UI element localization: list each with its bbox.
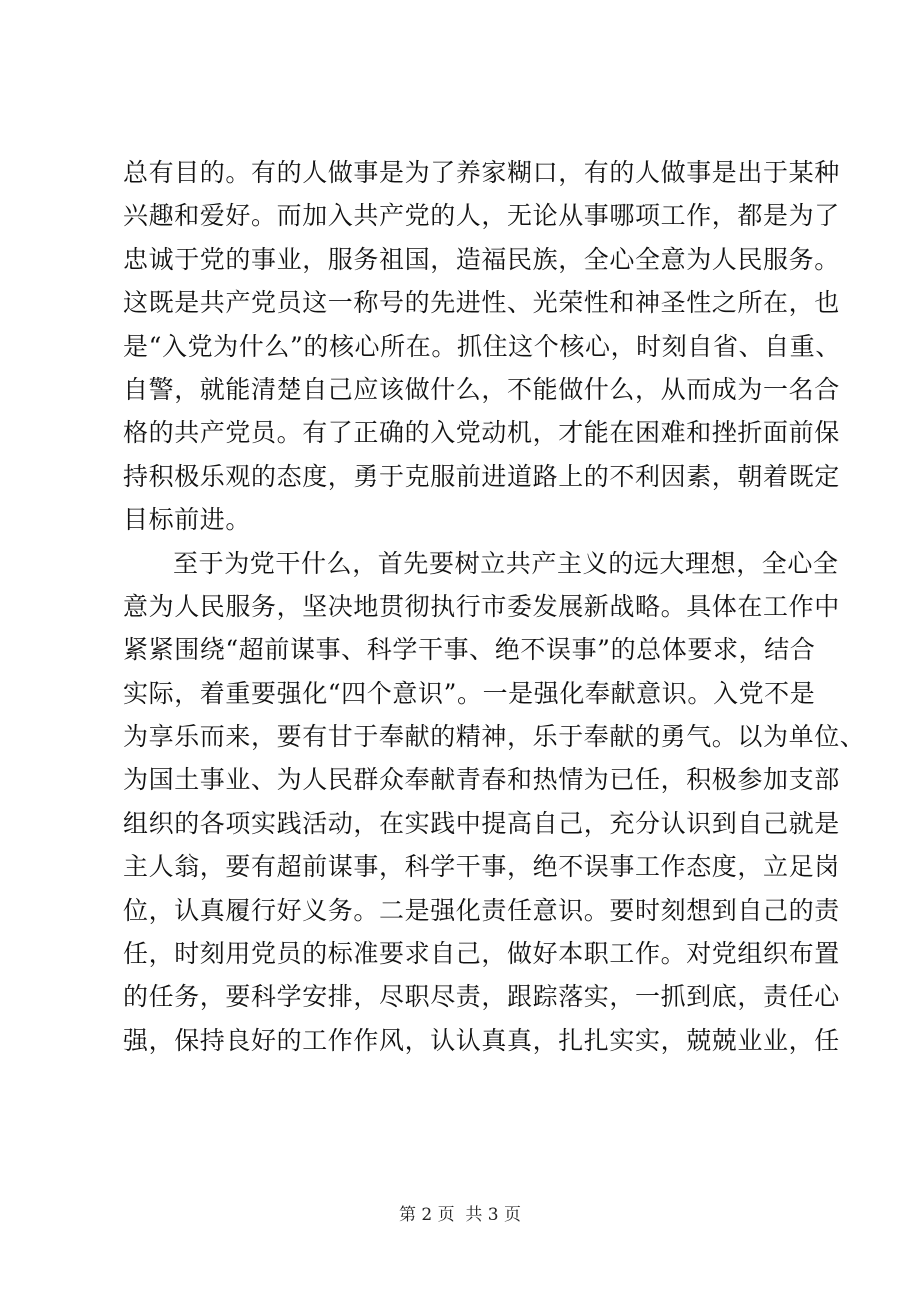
text-line: 为享乐而来，要有甘于奉献的精神，乐于奉献的勇气。以为单位、 <box>123 722 866 752</box>
text-line: 紧紧围绕“超前谋事、科学干事、绝不误事”的总体要求，结合 <box>123 635 816 665</box>
paragraph-start-line: 至于为党干什么，首先要树立共产主义的远大理想，全心全 <box>173 548 839 578</box>
page-footer <box>0 1203 920 1227</box>
text-line: 意为人民服务，坚决地贯彻执行市委发展新战略。具体在工作中 <box>123 591 840 621</box>
text-line: 兴趣和爱好。而加入共产党的人，无论从事哪项工作，都是为了 <box>123 201 840 231</box>
text-line: 这既是共产党员这一称号的先进性、光荣性和神圣性之所在，也 <box>123 288 840 318</box>
page-number-label: 第 2 页 共 3 页 <box>398 1205 522 1225</box>
text-line: 持积极乐观的态度，勇于克服前进道路上的不利因素，朝着既定 <box>123 461 840 491</box>
text-line: 实际，着重要强化“四个意识”。一是强化奉献意识。入党不是 <box>123 678 816 708</box>
text-line: 组织的各项实践活动，在实践中提高自己，充分认识到自己就是 <box>123 808 840 838</box>
text-line: 位，认真履行好义务。二是强化责任意识。要时刻想到自己的责 <box>123 895 840 925</box>
text-line: 总有目的。有的人做事是为了养家糊口，有的人做事是出于某种 <box>123 158 840 187</box>
text-line: 为国土事业、为人民群众奉献青春和热情为已任，积极参加支部 <box>123 765 840 795</box>
text-line: 主人翁，要有超前谋事，科学干事，绝不误事工作态度，立足岗 <box>123 852 840 882</box>
text-line: 自警，就能清楚自己应该做什么，不能做什么，从而成为一名合 <box>123 374 840 404</box>
text-line: 目标前进。 <box>123 505 252 535</box>
text-line: 的任务，要科学安排，尽职尽责，跟踪落实，一抓到底，责任心 <box>123 982 840 1012</box>
text-line: 是“入党为什么”的核心所在。抓住这个核心，时刻自省、自重、 <box>123 331 841 361</box>
text-line: 忠诚于党的事业，服务祖国，造福民族，全心全意为人民服务。 <box>123 244 840 274</box>
body-text <box>123 151 866 1062</box>
text-line: 强，保持良好的工作作风，认认真真，扎扎实实，兢兢业业，任 <box>123 1025 840 1055</box>
text-line: 任，时刻用党员的标准要求自己，做好本职工作。对党组织布置 <box>123 939 840 969</box>
text-line: 格的共产党员。有了正确的入党动机，才能在困难和挫折面前保 <box>123 418 840 448</box>
